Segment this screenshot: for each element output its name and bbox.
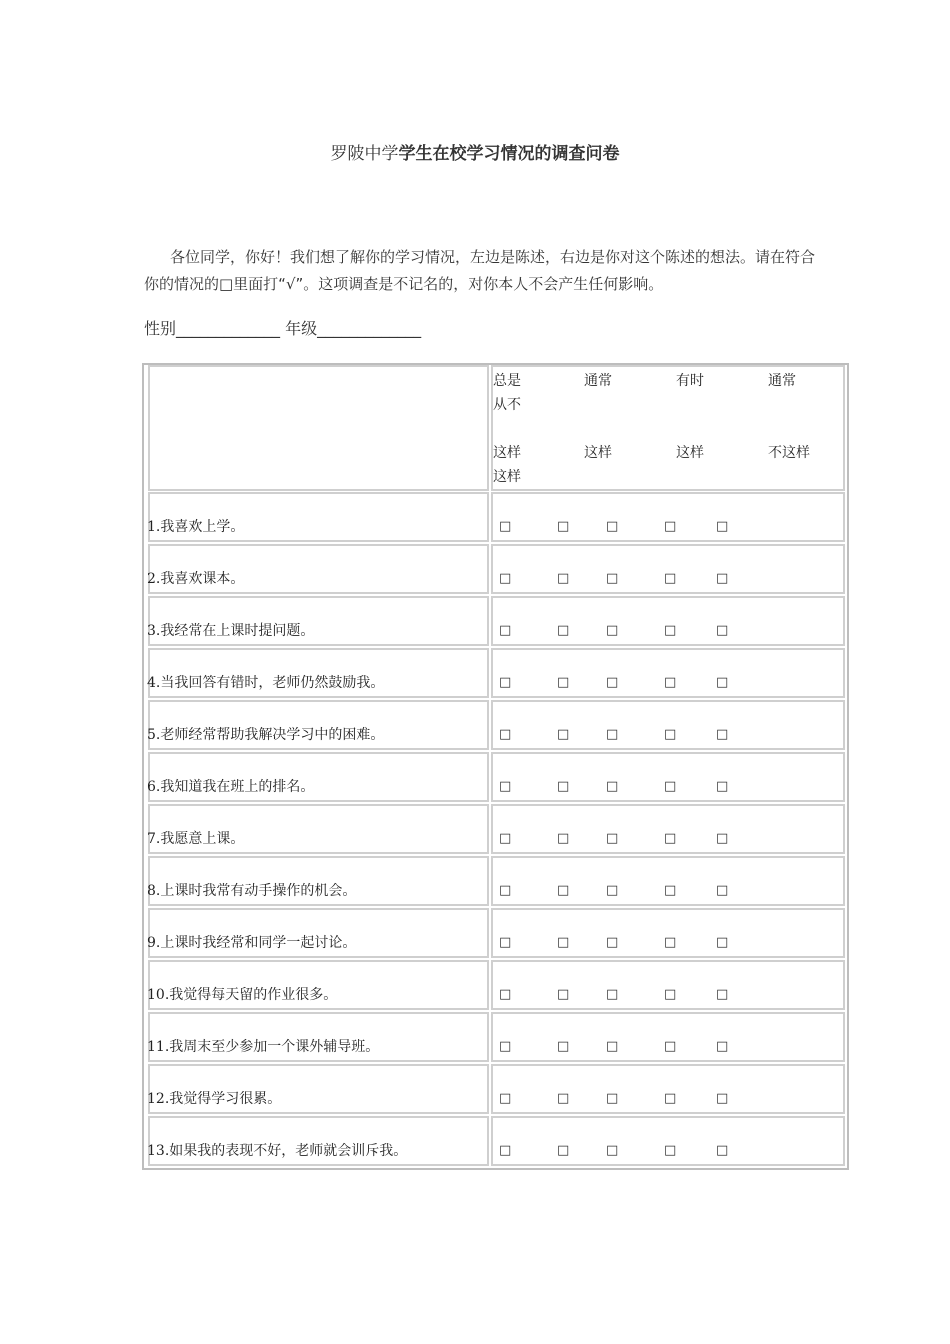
header-sometimes-line2: 这样	[676, 445, 705, 461]
checkbox-4[interactable]: □	[664, 571, 677, 586]
checkbox-2[interactable]: □	[557, 623, 570, 638]
checkbox-2[interactable]: □	[557, 675, 570, 690]
checkbox-1[interactable]: □	[499, 1091, 512, 1106]
checkbox-2[interactable]: □	[557, 779, 570, 794]
question-text: 9.上课时我经常和同学一起讨论。	[147, 935, 357, 951]
intro-paragraph: 各位同学，你好！我们想了解你的学习情况，左边是陈述，右边是你对这个陈述的想法。请在符合你的情况的□里面打“√”。这项调查是不记名的，对你本人不会产生任何影响。	[144, 248, 816, 293]
checkbox-4[interactable]: □	[664, 883, 677, 898]
checkbox-3[interactable]: □	[606, 935, 619, 950]
options-cell	[491, 752, 845, 802]
checkbox-4[interactable]: □	[664, 675, 677, 690]
question-cell	[148, 596, 489, 646]
checkbox-4[interactable]: □	[664, 623, 677, 638]
checkbox-1[interactable]: □	[499, 727, 512, 742]
checkbox-4[interactable]: □	[664, 1091, 677, 1106]
checkbox-2[interactable]: □	[557, 1091, 570, 1106]
checkbox-5[interactable]: □	[716, 519, 729, 534]
question-cell	[148, 492, 489, 542]
question-cell	[148, 804, 489, 854]
checkbox-3[interactable]: □	[606, 1039, 619, 1054]
checkbox-4[interactable]: □	[664, 1143, 677, 1158]
checkbox-1[interactable]: □	[499, 935, 512, 950]
question-cell	[148, 908, 489, 958]
checkbox-5[interactable]: □	[716, 727, 729, 742]
table-row	[148, 596, 845, 646]
checkbox-5[interactable]: □	[716, 571, 729, 586]
checkbox-5[interactable]: □	[716, 675, 729, 690]
checkbox-1[interactable]: □	[499, 987, 512, 1002]
header-options-cell	[491, 365, 845, 491]
checkbox-1[interactable]: □	[499, 779, 512, 794]
checkbox-3[interactable]: □	[606, 883, 619, 898]
question-cell	[148, 544, 489, 594]
checkbox-1[interactable]: □	[499, 883, 512, 898]
checkbox-5[interactable]: □	[716, 1143, 729, 1158]
table-row	[148, 700, 845, 750]
question-text: 2.我喜欢课本。	[147, 571, 245, 587]
question-cell	[148, 648, 489, 698]
checkbox-3[interactable]: □	[606, 1143, 619, 1158]
checkbox-5[interactable]: □	[716, 1039, 729, 1054]
gender-grade-fields: 性别_____________ 年级_____________	[144, 319, 422, 338]
page-title	[0, 139, 950, 164]
question-cell	[148, 960, 489, 1010]
options-cell	[491, 856, 845, 906]
checkbox-5[interactable]: □	[716, 1091, 729, 1106]
options-cell	[491, 1012, 845, 1062]
title-school: 罗陂中学	[330, 144, 399, 164]
checkbox-4[interactable]: □	[664, 831, 677, 846]
checkbox-5[interactable]: □	[716, 779, 729, 794]
options-cell	[491, 544, 845, 594]
table-row	[148, 1012, 845, 1062]
header-sometimes-line1: 有时	[676, 373, 705, 389]
checkbox-2[interactable]: □	[557, 883, 570, 898]
options-cell	[491, 596, 845, 646]
table-header-row	[148, 365, 845, 491]
checkbox-2[interactable]: □	[557, 1039, 570, 1054]
options-cell	[491, 492, 845, 542]
checkbox-3[interactable]: □	[606, 571, 619, 586]
question-text: 8.上课时我常有动手操作的机会。	[147, 883, 357, 899]
checkbox-1[interactable]: □	[499, 675, 512, 690]
table-row	[148, 492, 845, 542]
question-cell	[148, 752, 489, 802]
options-cell	[491, 648, 845, 698]
checkbox-1[interactable]: □	[499, 623, 512, 638]
header-always-line3: 这样	[493, 445, 522, 461]
checkbox-4[interactable]: □	[664, 1039, 677, 1054]
checkbox-3[interactable]: □	[606, 779, 619, 794]
checkbox-2[interactable]: □	[557, 519, 570, 534]
checkbox-2[interactable]: □	[557, 831, 570, 846]
question-text: 11.我周末至少参加一个课外辅导班。	[147, 1039, 380, 1055]
question-text: 7.我愿意上课。	[147, 831, 245, 847]
header-usually-not-line1: 通常	[768, 373, 797, 389]
question-text: 12.我觉得学习很累。	[147, 1091, 282, 1107]
question-text: 6.我知道我在班上的排名。	[147, 779, 315, 795]
checkbox-4[interactable]: □	[664, 987, 677, 1002]
checkbox-5[interactable]: □	[716, 987, 729, 1002]
options-cell	[491, 1116, 845, 1166]
checkbox-3[interactable]: □	[606, 623, 619, 638]
options-cell	[491, 700, 845, 750]
checkbox-4[interactable]: □	[664, 779, 677, 794]
table-row	[148, 1116, 845, 1166]
header-always-line4: 这样	[493, 469, 522, 485]
question-cell	[148, 700, 489, 750]
table-row	[148, 804, 845, 854]
header-usually-not-line2: 不这样	[768, 445, 811, 461]
options-cell	[491, 908, 845, 958]
table-row	[148, 752, 845, 802]
checkbox-1[interactable]: □	[499, 519, 512, 534]
options-cell	[491, 804, 845, 854]
question-text: 3.我经常在上课时提问题。	[147, 623, 315, 639]
options-cell	[491, 960, 845, 1010]
header-usually-line1: 通常	[584, 373, 613, 389]
checkbox-3[interactable]: □	[606, 727, 619, 742]
checkbox-1[interactable]: □	[499, 1039, 512, 1054]
checkbox-4[interactable]: □	[664, 935, 677, 950]
title-main: 学生在校学习情况的调查问卷	[398, 144, 620, 164]
table-row	[148, 960, 845, 1010]
header-always-line1: 总是	[493, 373, 522, 389]
question-text: 5.老师经常帮助我解决学习中的困难。	[147, 727, 385, 743]
checkbox-4[interactable]: □	[664, 519, 677, 534]
checkbox-2[interactable]: □	[557, 571, 570, 586]
table-row	[148, 648, 845, 698]
checkbox-2[interactable]: □	[557, 935, 570, 950]
question-text: 13.如果我的表现不好，老师就会训斥我。	[147, 1143, 408, 1159]
checkbox-5[interactable]: □	[716, 623, 729, 638]
question-text: 10.我觉得每天留的作业很多。	[147, 987, 338, 1003]
survey-table	[142, 363, 849, 1170]
checkbox-2[interactable]: □	[557, 1143, 570, 1158]
question-text: 4.当我回答有错时，老师仍然鼓励我。	[147, 675, 385, 691]
checkbox-3[interactable]: □	[606, 831, 619, 846]
checkbox-3[interactable]: □	[606, 519, 619, 534]
checkbox-3[interactable]: □	[606, 1091, 619, 1106]
checkbox-5[interactable]: □	[716, 831, 729, 846]
options-cell	[491, 1064, 845, 1114]
checkbox-2[interactable]: □	[557, 727, 570, 742]
question-text: 1.我喜欢上学。	[147, 519, 245, 535]
checkbox-2[interactable]: □	[557, 987, 570, 1002]
question-cell	[148, 1064, 489, 1114]
checkbox-3[interactable]: □	[606, 987, 619, 1002]
checkbox-1[interactable]: □	[499, 571, 512, 586]
checkbox-3[interactable]: □	[606, 675, 619, 690]
table-row	[148, 1064, 845, 1114]
table-row	[148, 544, 845, 594]
checkbox-4[interactable]: □	[664, 727, 677, 742]
checkbox-1[interactable]: □	[499, 831, 512, 846]
header-always-line2: 从不	[493, 397, 522, 413]
header-usually-line2: 这样	[584, 445, 613, 461]
question-cell	[148, 1012, 489, 1062]
table-row	[148, 856, 845, 906]
question-cell	[148, 856, 489, 906]
header-empty-cell	[148, 365, 489, 491]
question-cell	[148, 1116, 489, 1166]
checkbox-5[interactable]: □	[716, 883, 729, 898]
checkbox-1[interactable]: □	[499, 1143, 512, 1158]
checkbox-5[interactable]: □	[716, 935, 729, 950]
table-row	[148, 908, 845, 958]
